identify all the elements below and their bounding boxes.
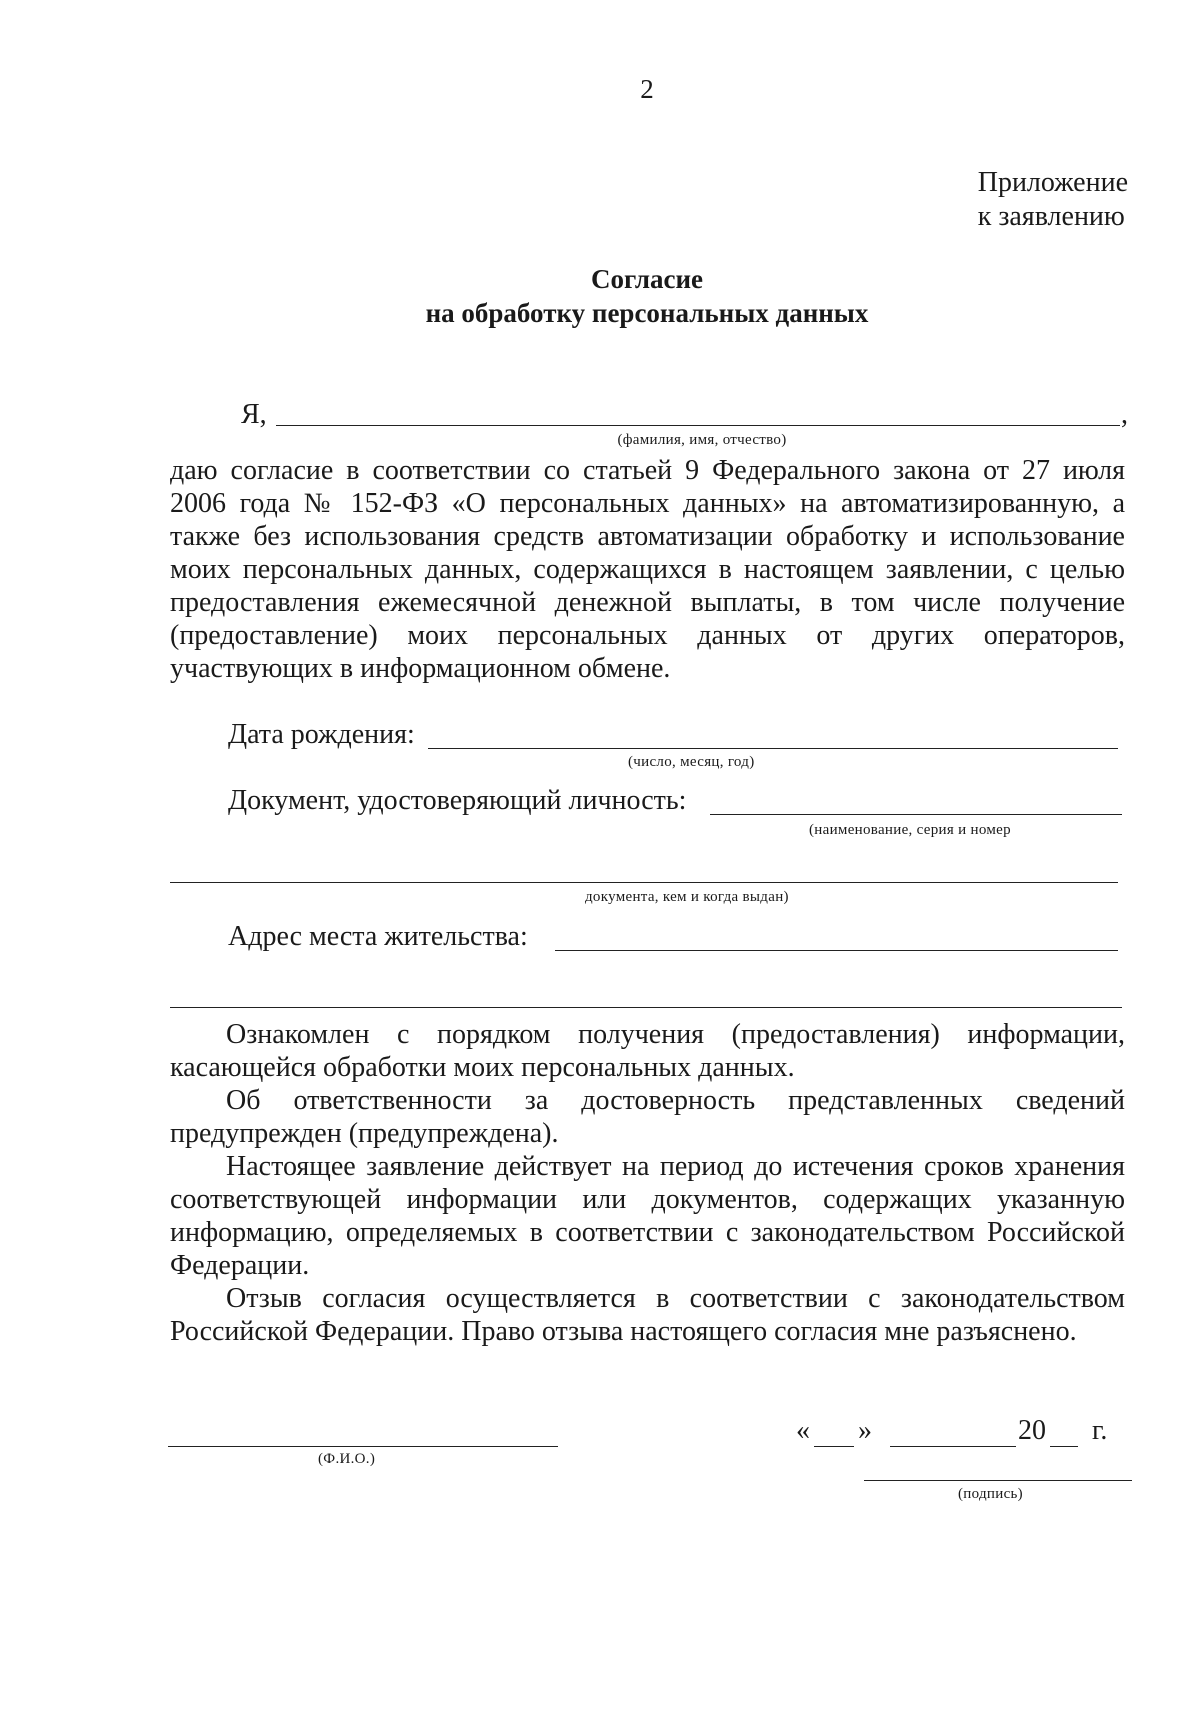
validity-line: информацию, определяемых в соответствии с законодательством Российской [170, 1217, 1125, 1248]
identity-document-label: Документ, удостоверяющий личность: [228, 785, 687, 816]
year-suffix: г. [1092, 1415, 1108, 1446]
validity-line: Настоящее заявление действует на период до истечения сроков хранения [226, 1151, 1125, 1182]
revocation-line: Российской Федерации. Право отзыва настоящего согласия мне разъяснено. [170, 1316, 1077, 1347]
birth-date-hint: (число, месяц, год) [628, 754, 755, 770]
signature-input-line[interactable] [864, 1480, 1132, 1481]
consent-line: участвующих в информационном обмене. [170, 653, 671, 684]
fio-input-line[interactable] [168, 1446, 558, 1447]
date-month-input-line[interactable] [890, 1446, 1016, 1447]
familiar-line: Ознакомлен с порядком получения (предоставления) информации, [226, 1019, 1125, 1050]
title-line-1: Согласие [590, 264, 704, 294]
consent-line: (предоставление) моих персональных данных от других операторов, [170, 620, 1125, 651]
date-day-input-line[interactable] [814, 1446, 854, 1447]
identity-document-input-line[interactable] [710, 814, 1122, 815]
date-close-quote: » [858, 1415, 872, 1446]
signature-hint: (подпись) [958, 1486, 1023, 1502]
date-open-quote: « [796, 1415, 810, 1446]
document-title [0, 262, 1200, 330]
address-label: Адрес места жительства: [228, 921, 528, 952]
identity-document-input-line-2[interactable] [170, 882, 1118, 883]
consent-line: предоставления ежемесячной денежной выплаты, в том числе получение [170, 587, 1125, 618]
responsibility-paragraph [170, 1084, 1125, 1150]
consent-line: моих персональных данных, содержащихся в настоящем заявлении, с целью [170, 554, 1125, 585]
title-line-2: на обработку персональных данных [425, 298, 869, 328]
year-prefix: 20 [1018, 1415, 1046, 1446]
birth-date-label: Дата рождения: [228, 719, 415, 750]
name-hint: (фамилия, имя, отчество) [617, 432, 787, 448]
validity-line: Федерации. [170, 1250, 310, 1281]
validity-paragraph [170, 1150, 1125, 1282]
consent-paragraph [170, 454, 1125, 685]
appendix-line-2: к заявлению [977, 201, 1125, 232]
consent-line: также без использования средств автоматизации обработку и использование [170, 521, 1125, 552]
familiar-paragraph [170, 1018, 1125, 1084]
revocation-paragraph [170, 1282, 1125, 1348]
familiar-line: касающейся обработки моих персональных данных. [170, 1052, 795, 1083]
name-prefix: Я, [241, 399, 267, 430]
address-input-line-2[interactable] [170, 1007, 1122, 1008]
consent-line: 2006 года № 152-ФЗ «О персональных данных» на автоматизированную, а [170, 488, 1125, 519]
validity-line: соответствующей информации или документов, содержащих указанную [170, 1184, 1125, 1215]
responsibility-line: Об ответственности за достоверность представленных сведений [226, 1085, 1125, 1116]
address-input-line[interactable] [555, 950, 1118, 951]
revocation-line: Отзыв согласия осуществляется в соответствии с законодательством [226, 1283, 1125, 1314]
date-year-input-line[interactable] [1050, 1446, 1078, 1447]
name-suffix: , [1121, 399, 1128, 430]
fio-hint: (Ф.И.О.) [318, 1451, 376, 1467]
identity-document-hint-2: документа, кем и когда выдан) [585, 889, 789, 905]
responsibility-line: предупрежден (предупреждена). [170, 1118, 559, 1149]
page-number: 2 [640, 74, 654, 104]
consent-line: даю согласие в соответствии со статьей 9 Федерального закона от 27 июля [170, 455, 1125, 486]
identity-document-hint-1: (наименование, серия и номер [809, 822, 1011, 838]
appendix-note [978, 166, 1128, 234]
name-input-line[interactable] [276, 425, 1120, 426]
birth-date-input-line[interactable] [428, 748, 1118, 749]
appendix-line-1: Приложение [977, 167, 1128, 198]
